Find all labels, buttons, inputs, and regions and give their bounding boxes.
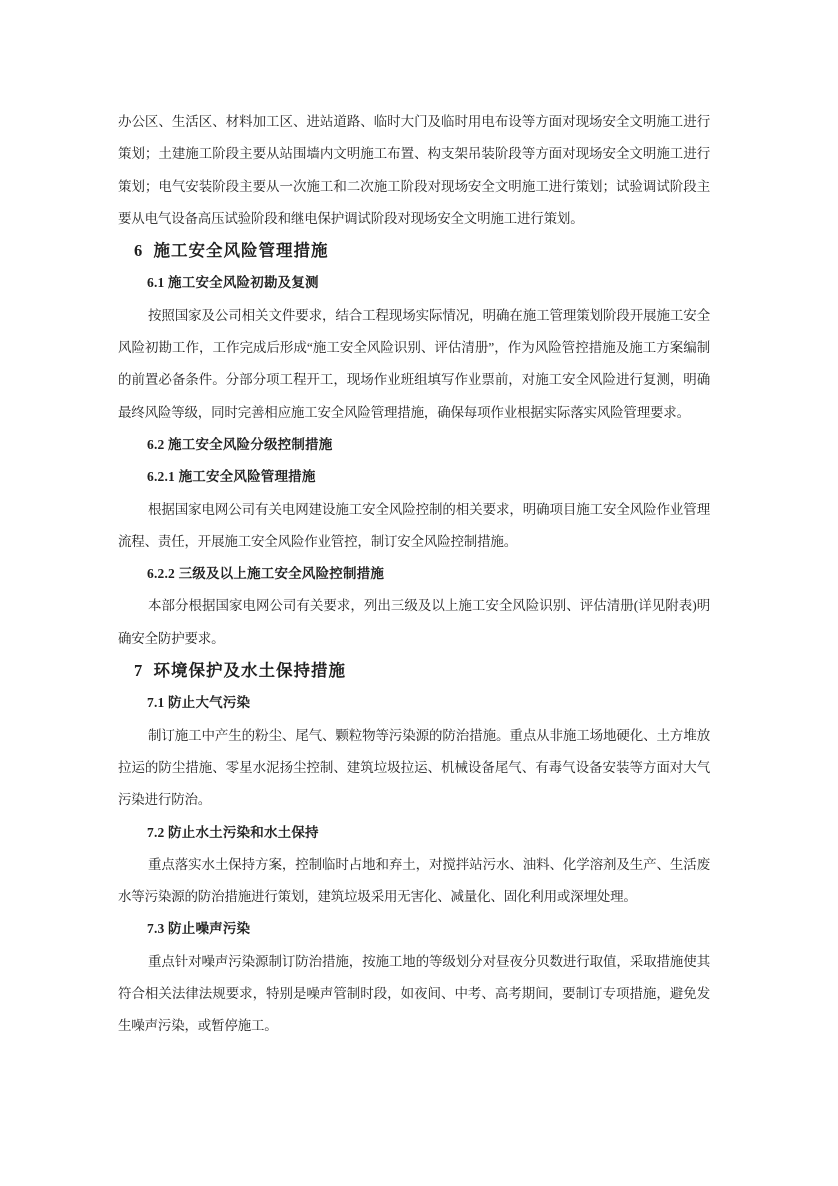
paragraph: 根据国家电网公司有关电网建设施工安全风险控制的相关要求，明确项目施工安全风险作业管理流程、责任，开展施工安全风险作业管控，制订安全风险控制措施。	[118, 501, 710, 549]
section-heading: 7.3 防止噪声污染	[147, 921, 251, 937]
section-heading: 6.2 施工安全风险分级控制措施	[147, 436, 333, 452]
chapter-heading: 7 环境保护及水土保持措施	[134, 661, 346, 681]
section-heading: 6.1 施工安全风险初勘及复测	[147, 275, 319, 291]
paragraph: 制订施工中产生的粉尘、尾气、颗粒物等污染源的防治措施。重点从非施工场地硬化、土方堆放拉运的防尘措施、零星水泥扬尘控制、建筑垃圾拉运、机械设备尾气、有毒气设备安装等方面对大气污染进行防治。	[118, 727, 710, 808]
paragraph: 重点针对噪声污染源制订防治措施，按施工地的等级划分对昼夜分贝数进行取值，采取措施使其符合相关法律法规要求，特别是噪声管制时段，如夜间、中考、高考期间，要制订专项措施，避免发生噪声污染，或暂停施工。	[118, 953, 710, 1034]
section-heading: 6.2.1 施工安全风险管理措施	[147, 469, 316, 485]
paragraph: 按照国家及公司相关文件要求，结合工程现场实际情况，明确在施工管理策划阶段开展施工安全风险初勘工作，工作完成后形成“施工安全风险识别、评估清册”，作为风险管控措施及施工方案编制的前置必备条件。分部分项工程开工，现场作业班组填写作业票前，对施工安全风险进行复测，明确最终风险等级，同时完善相应施工安全风险管理措施，确保每项作业根据实际落实风险管理要求。	[118, 307, 710, 420]
section-heading: 6.2.2 三级及以上施工安全风险控制措施	[147, 566, 385, 582]
document-content	[118, 106, 710, 1043]
chapter-heading: 6 施工安全风险管理措施	[134, 241, 329, 261]
paragraph: 重点落实水土保持方案，控制临时占地和弃土，对搅拌站污水、油料、化学溶剂及生产、生活废水等污染源的防治措施进行策划，建筑垃圾采用无害化、减量化、固化利用或深埋处理。	[118, 856, 710, 905]
section-heading: 7.1 防止大气污染	[147, 695, 251, 711]
paragraph: 本部分根据国家电网公司有关要求，列出三级及以上施工安全风险识别、评估清册(详见附表)明确安全防护要求。	[118, 598, 710, 646]
paragraph: 办公区、生活区、材料加工区、进站道路、临时大门及临时用电布设等方面对现场安全文明施工进行策划；土建施工阶段主要从站围墙内文明施工布置、构支架吊装阶段等方面对现场安全文明施工进行策划；电气安装阶段主要从一次施工和二次施工阶段对现场安全文明施工进行策划；试验调试阶段主要从电气设备高压试验阶段和继电保护调试阶段对现场安全文明施工进行策划。	[118, 114, 710, 226]
section-heading: 7.2 防止水土污染和水土保持	[147, 824, 319, 840]
